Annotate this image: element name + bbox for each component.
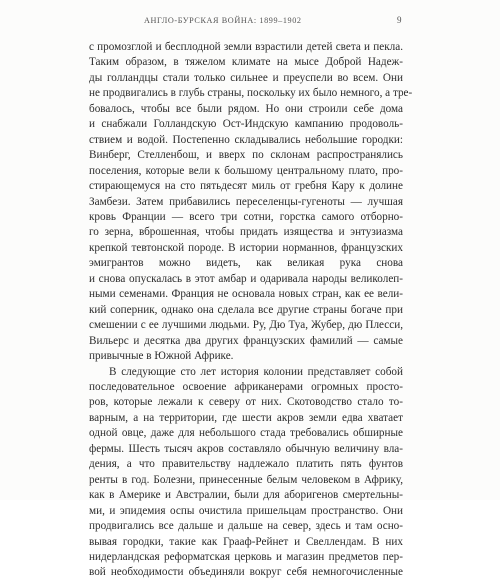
text-line: Замбези. Затем прибавились переселенцы-гугеноты — лучшая [89, 195, 403, 208]
text-line: и снова опускалась в этот амбар и одаривала народы великолеп- [89, 272, 403, 285]
page-number: 9 [397, 15, 402, 25]
text-line: Винберг, Стелленбош, и вверх по склонам распространялись [89, 149, 403, 162]
paragraph-2 [89, 365, 403, 581]
text-line: привычные в Южной Африке. [89, 350, 234, 363]
text-line: бовалось, чтобы все были рядом. Но они строили себе дома [89, 102, 403, 115]
text-line: Таким образом, в тяжелом климате на мысе Доброй Надеж- [89, 56, 403, 69]
text-line: поселения, которые вели к большому центральному плато, про- [89, 164, 403, 177]
text-line: варным, а на территории, где шести акров земли едва хватает [89, 411, 403, 424]
text-line: ствием и водой. Постепенно складывались небольшие городки: [89, 133, 403, 146]
text-line: ды голландцы стали только сильнее и преуспели во всем. Они [89, 71, 403, 84]
running-head: АНГЛО-БУРСКАЯ ВОЙНА: 1899–1902 [144, 16, 302, 25]
text-line: вой необходимости объединяли вокруг себя немногочисленные [89, 566, 403, 579]
text-line: не продвигались в глубь страны, поскольку их было немного, а тре- [89, 87, 413, 100]
text-line: одной овце, даже для небольшого стада требовались обширные [89, 427, 403, 440]
text-line: ров, которые лежали к северу от них. Скотоводство стало то- [89, 396, 403, 409]
text-line: ренты в год. Болезни, принесенные белым человеком в Африку, [89, 473, 403, 486]
text-line: и снабжали Голландскую Ост-Индскую кампанию продоволь- [89, 118, 403, 131]
text-line: Вильерс и десятка два других французских фамилий — самые [89, 334, 403, 347]
text-line: продвигались все дальше и дальше на север, здесь и там осно- [89, 520, 403, 533]
text-line: вывая городки, такие как Грааф-Рейнет и Свеллендам. В них [89, 535, 403, 548]
text-line: ми, и эпидемия оспы очистила пришельцам пространство. Они [89, 504, 403, 517]
text-line: стирающемуся на сто пятьдесят миль от гребня Кару к долине [89, 180, 403, 193]
text-line: го зерна, вброшенная, чтобы придать изящества и энтузиазма [89, 226, 403, 239]
text-line: нидерландская реформатская церковь и магазин предметов пер- [89, 550, 403, 563]
text-line: кровь Франции — всего три сотни, горстка самого отборно- [89, 210, 403, 223]
text-line: последовательное освоение африканерами огромных просто- [89, 380, 403, 393]
text-line: крепкой тевтонской породе. В истории норманнов, французских [89, 241, 403, 254]
text-line: дения, а что правительству надлежало платить пять фунтов [89, 458, 403, 471]
text-line: с промозглой и бесплодной земли взрастили детей света и пекла. [89, 41, 403, 53]
text-line: смешении с ее лучшими людьми. Ру, Дю Туа, Жубер, дю Плесси, [89, 319, 403, 332]
text-line: В следующие сто лет история колонии представляет собой [109, 365, 403, 378]
text-line: кий соперник, однако она сделала все другие страны богаче при [89, 303, 403, 316]
text-line: фермы. Шесть тысяч акров составляло обычную величину вла- [89, 442, 403, 455]
body-text [89, 40, 413, 581]
text-line: как в Америке и Австралии, были для аборигенов смертельны- [89, 489, 403, 502]
paragraph-1 [89, 40, 413, 365]
text-line: эмигрантов можно видеть, как великая рука снова [89, 257, 403, 270]
text-line: ными семенами. Франция не основала новых стран, как ее вели- [89, 288, 403, 301]
